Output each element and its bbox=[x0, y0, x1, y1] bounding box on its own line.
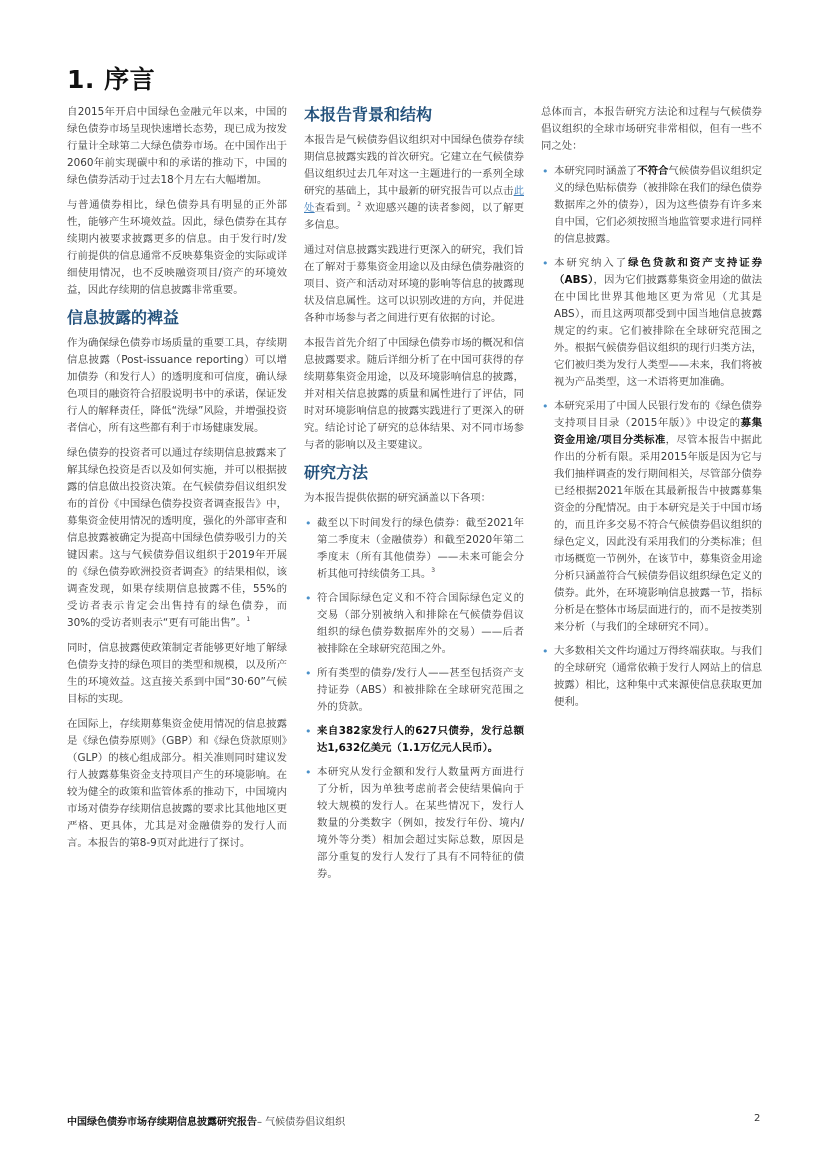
footer bbox=[67, 1113, 345, 1128]
list-item-text-bold: 不符合 bbox=[637, 165, 669, 177]
list-item bbox=[304, 515, 524, 583]
method-list bbox=[304, 515, 524, 883]
paragraph-text: 欢迎感兴趣的读者参阅，以了解更多信息。 bbox=[304, 202, 525, 231]
section-heading-method: 研究方法 bbox=[304, 463, 369, 482]
list-item bbox=[541, 163, 762, 248]
column-middle bbox=[304, 104, 524, 890]
list-item-text: 本研究纳入了 bbox=[554, 257, 629, 269]
list-item bbox=[541, 398, 762, 636]
list-item-text: 所有类型的债券/发行人——甚至包括资产支持证券（ABS）和被排除在全球研究范围之外的贷款。 bbox=[317, 667, 524, 713]
column-right bbox=[541, 104, 762, 718]
bullet-icon: • bbox=[305, 667, 312, 680]
list-item bbox=[541, 255, 762, 391]
list-item-text-bold: 募集资金用途/项目分类标准 bbox=[554, 417, 763, 446]
bullet-icon: • bbox=[542, 400, 549, 413]
section-heading-background: 本报告背景和结构 bbox=[304, 105, 433, 124]
footnote-marker: 2 bbox=[357, 201, 362, 208]
bullet-icon: • bbox=[305, 517, 312, 530]
paragraph-text: 查看到。 bbox=[314, 202, 358, 214]
list-item-text: 符合国际绿色定义和不符合国际绿色定义的交易（部分别被纳入和排除在气候债券倡议组织的绿色债券数据库外的交易）——后者被排除在全球研究范围之外。 bbox=[317, 592, 524, 655]
list-item-text: ，尽管本报告中据此作出的分析有限。采用2015年版是因为它与我们抽样调查的发行期间相关，尽管部分债券已经根据2021年版在其最新报告中披露募集资金的分配情况。由于本研究是关于中国市场的，而且许多交易不符合气候债券倡议组织的绿色定义，因此没有采用我们的分类标准；但市场概览一节例外，在该节中，募集资金用途分析只涵盖符合气候债券倡议组织绿色定义的债券。此外，在环境影响信息披露一节，指标分析是在整体市场层面进行的，而不是按类别来分析（与我们的全球研究不同）。 bbox=[554, 434, 763, 633]
footer-org: – 气候债券倡议组织 bbox=[257, 1117, 346, 1128]
footer-report-title: 中国绿色债券市场存续期信息披露研究报告 bbox=[67, 1117, 257, 1128]
list-item bbox=[304, 764, 524, 883]
paragraph: 作为确保绿色债券市场质量的重要工具，存续期信息披露（Post-issuance reporting）可以增加债券（和发行人）的透明度和可信度，确认绿色项目的融资符合招股说明书中的承诺，保证发行人的解释责任，降低“洗绿”风险，并增强投资者信心，所有这些都有利于市场健康发展。 bbox=[67, 337, 287, 434]
footnote-marker: 1 bbox=[246, 616, 251, 623]
paragraph bbox=[304, 132, 524, 234]
list-item bbox=[304, 665, 524, 716]
list-item-text: 气候债券倡议组织定义的绿色贴标债券（被排除在我们的绿色债券数据库之外的债券），因为这些债券有许多来自中国，它们必须按照当地监管要求进行同样的信息披露。 bbox=[554, 165, 762, 245]
paragraph: 自2015年开启中国绿色金融元年以来，中国的绿色债券市场呈现快速增长态势，现已成为按发行量计全球第二大绿色债券市场。在中国作出于2060年前实现碳中和的承诺的推动下，中国的绿色债券活动于过去18个月左右大幅增加。 bbox=[67, 106, 287, 186]
list-item-text: 截至以下时间发行的绿色债券：截至2021年第二季度末（金融债券）和截至2020年第二季度末（所有其他债券）——未来可能会分析其他可持续债务工具。 bbox=[317, 517, 524, 580]
list-item bbox=[541, 643, 762, 711]
bullet-icon: • bbox=[542, 645, 549, 658]
paragraph: 与普通债券相比，绿色债券具有明显的正外部性，能够产生环境效益。因此，绿色债券在其存续期内被要求披露更多的信息。由于发行时/发行前提供的信息通常不反映募集资金的实际或详细使用情况，也不反映融资项目/资产的环境效益，因此存续期的信息披露非常重要。 bbox=[67, 199, 287, 296]
differences-list bbox=[541, 163, 762, 711]
list-item-text-bold: 绿色贷款和资产支持证券（ABS） bbox=[554, 257, 763, 286]
bullet-icon: • bbox=[305, 725, 312, 738]
report-link[interactable]: 此处 bbox=[304, 185, 524, 214]
paragraph: 本报告首先介绍了中国绿色债券市场的概况和信息披露要求。随后详细分析了在中国可获得的存续期募集资金用途，以及环境影响信息的披露，并对相关信息披露的质量和属性进行了评估，同时对环境影响信息的披露实践进行了更深入的研究。结论讨论了研究的总体结果、对不同市场参与者的影响以及主要建议。 bbox=[304, 337, 524, 451]
paragraph: 通过对信息披露实践进行更深入的研究，我们旨在了解对于募集资金用途以及由绿色债券融资的项目、资产和活动对环境的影响等信息的披露现状及信息属性。这可以识别改进的方向，并促进各种市场参与者之间进行更有依据的讨论。 bbox=[304, 244, 524, 324]
paragraph-text: 本报告是气候债券倡议组织对中国绿色债券存续期信息披露实践的首次研究。它建立在气候债券倡议组织过去几年对这一主题进行的一系列全球研究的基础上，其中最新的研究报告可以点击 bbox=[304, 134, 524, 197]
page-number: 2 bbox=[754, 1113, 761, 1124]
list-item-text: ，因为它们披露募集资金用途的做法在中国比世界其他地区更为常见（尤其是ABS），而且这两项都受到中国当地信息披露规定的约束。它们被排除在全球研究范围之外。根据气候债券倡议组织的现行归类方法，它们被归类为发行人类型——未来，我们将被视为产品类型，这一术语将更加准确。 bbox=[554, 274, 762, 388]
section-heading-benefits: 信息披露的裨益 bbox=[67, 308, 180, 327]
footnote-marker: 3 bbox=[431, 567, 436, 574]
paragraph-text: 绿色债券的投资者可以通过存续期信息披露来了解其绿色投资是否以及如何实施，并可以根据披露的信息做出投资决策。在气候债券倡议组织发布的首份《中国绿色债券投资者调查报告》中，募集资金使用情况的透明度，强化的外部审查和信息披露被确定为提高中国绿色债券吸引力的关键因素。这与气候债券倡议组织于2019年开展的《绿色债券欧洲投资者调查》的结果相似，该调查发现，如果存续期信息披露不佳，55%的受访者表示肯定会出售持有的绿色债券，而30%的受访者则表示“更有可能出售”。 bbox=[67, 447, 287, 629]
bullet-icon: • bbox=[305, 592, 312, 605]
bullet-icon: • bbox=[542, 165, 549, 178]
list-item-text: 本研究采用了中国人民银行发布的《绿色债券支持项目目录（2015年版）》中设定的 bbox=[554, 400, 762, 429]
bullet-icon: • bbox=[305, 766, 312, 779]
list-item-text: 大多数相关文件均通过万得终端获取。与我们的全球研究（通常依赖于发行人网站上的信息披露）相比，这种集中式来源使信息获取更加便利。 bbox=[554, 645, 762, 708]
list-item-text-bold: 来自382家发行人的627只债券，发行总额达1,632亿美元（1.1万亿元人民币）。 bbox=[317, 725, 524, 754]
list-item-text: 本研究同时涵盖了 bbox=[554, 165, 638, 177]
list-item-text: 本研究从发行金额和发行人数量两方面进行了分析，因为单独考虑前者会使结果偏向于较大规模的发行人。在某些情况下，发行人数量的分类数字（例如，按发行年份、境内/境外等分类）相加会超过实际总数，原因是部分重复的发行人发行了具有不同特征的债券。 bbox=[317, 766, 524, 880]
list-item bbox=[304, 590, 524, 658]
bullet-icon: • bbox=[542, 257, 549, 270]
paragraph bbox=[67, 445, 287, 632]
paragraph: 总体而言，本报告研究方法论和过程与气候债券倡议组织的全球市场研究非常相似，但有一些不同之处： bbox=[541, 106, 762, 152]
column-left bbox=[67, 104, 287, 860]
list-item bbox=[304, 723, 524, 757]
paragraph: 同时，信息披露使政策制定者能够更好地了解绿色债券支持的绿色项目的类型和规模，以及所产生的环境效益。这直接关系到中国“30·60”气候目标的实现。 bbox=[67, 642, 287, 705]
paragraph: 为本报告提供依据的研究涵盖以下各项： bbox=[304, 492, 492, 504]
page-title: 1. 序言 bbox=[67, 65, 156, 94]
paragraph: 在国际上，存续期募集资金使用情况的信息披露是《绿色债券原则》（GBP）和《绿色贷款原则》（GLP）的核心组成部分。相关准则同时建议发行人披露募集资金支持项目产生的环境影响。在较为健全的政策和监管体系的推动下，中国境内市场对债券存续期信息披露的要求比其他地区更严格、更具体，尤其是对金融债券的发行人而言。本报告的第8-9页对此进行了探讨。 bbox=[67, 718, 287, 849]
